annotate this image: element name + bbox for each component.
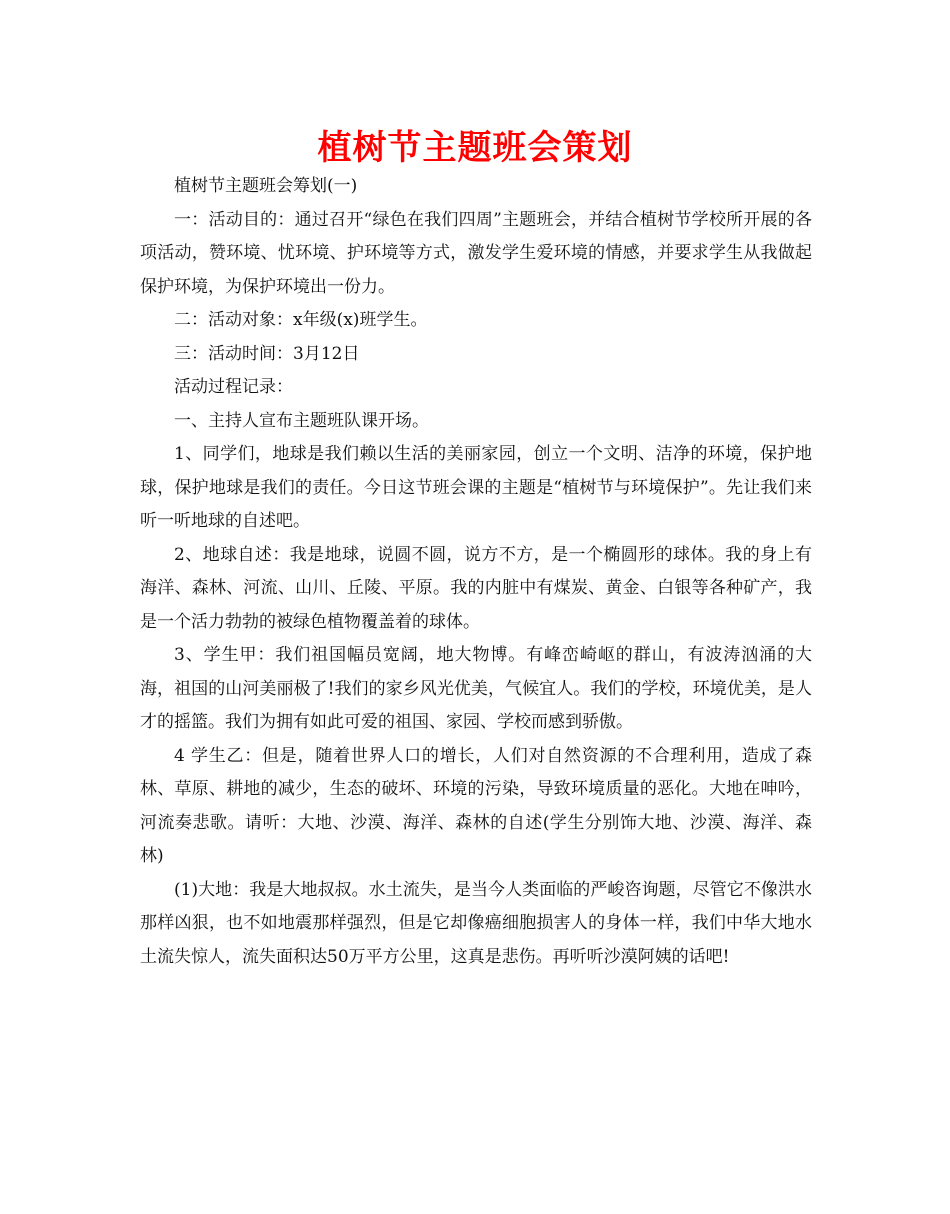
paragraph-item-4: 4 学生乙：但是，随着世界人口的增长，人们对自然资源的不合理利用，造成了森林、草原、耕地的减少，生态的破坏、环境的污染，导致环境质量的恶化。大地在呻吟，河流奏悲歌。请听：大地、沙漠、海洋、森林的自述(学生分别饰大地、沙漠、海洋、森林)	[140, 745, 812, 866]
document-body	[140, 170, 812, 974]
paragraph-subtitle: 植树节主题班会筹划(一)	[174, 176, 358, 196]
paragraph-item-earth: (1)大地：我是大地叔叔。水土流失，是当今人类面临的严峻咨询题，尽管它不像洪水那样凶狠，也不如地震那样强烈，但是它却像癌细胞损害人的身体一样，我们中华大地水土流失惊人，流失面积达50万平方公里，这真是悲伤。再听听沙漠阿姨的话吧!	[140, 879, 812, 967]
document-title: 植树节主题班会策划	[317, 128, 633, 168]
paragraph-host-opening: 一、主持人宣布主题班队课开场。	[174, 410, 429, 431]
paragraph-purpose: 一：活动目的：通过召开“绿色在我们四周”主题班会，并结合植树节学校所开展的各项活动，赞环境、忧环境、护环境等方式，激发学生爱环境的情感，并要求学生从我做起保护环境，为保护环境出一份力。	[140, 209, 812, 297]
paragraph-time: 三：活动时间：3月12日	[174, 343, 360, 364]
paragraph-audience: 二：活动对象：x年级(x)班学生。	[174, 310, 428, 330]
paragraph-item-1: 1、同学们，地球是我们赖以生活的美丽家园，创立一个文明、洁净的环境，保护地球，保护地球是我们的责任。今日这节班会课的主题是“植树节与环境保护”。先让我们来听一听地球的自述吧。	[140, 444, 812, 531]
paragraph-item-2: 2、地球自述：我是地球，说圆不圆，说方不方，是一个椭圆形的球体。我的身上有海洋、森林、河流、山川、丘陵、平原。我的内脏中有煤炭、黄金、白银等各种矿产，我是一个活力勃勃的被绿色植物覆盖着的球体。	[140, 544, 812, 632]
paragraph-process-heading: 活动过程记录：	[174, 377, 293, 397]
paragraph-item-3: 3、学生甲：我们祖国幅员宽阔，地大物博。有峰峦崎岖的群山，有波涛汹涌的大海，祖国的山河美丽极了!我们的家乡风光优美，气候宜人。我们的学校，环境优美，是人才的摇篮。我们为拥有如此可爱的祖国、家园、学校而感到骄傲。	[140, 645, 812, 732]
